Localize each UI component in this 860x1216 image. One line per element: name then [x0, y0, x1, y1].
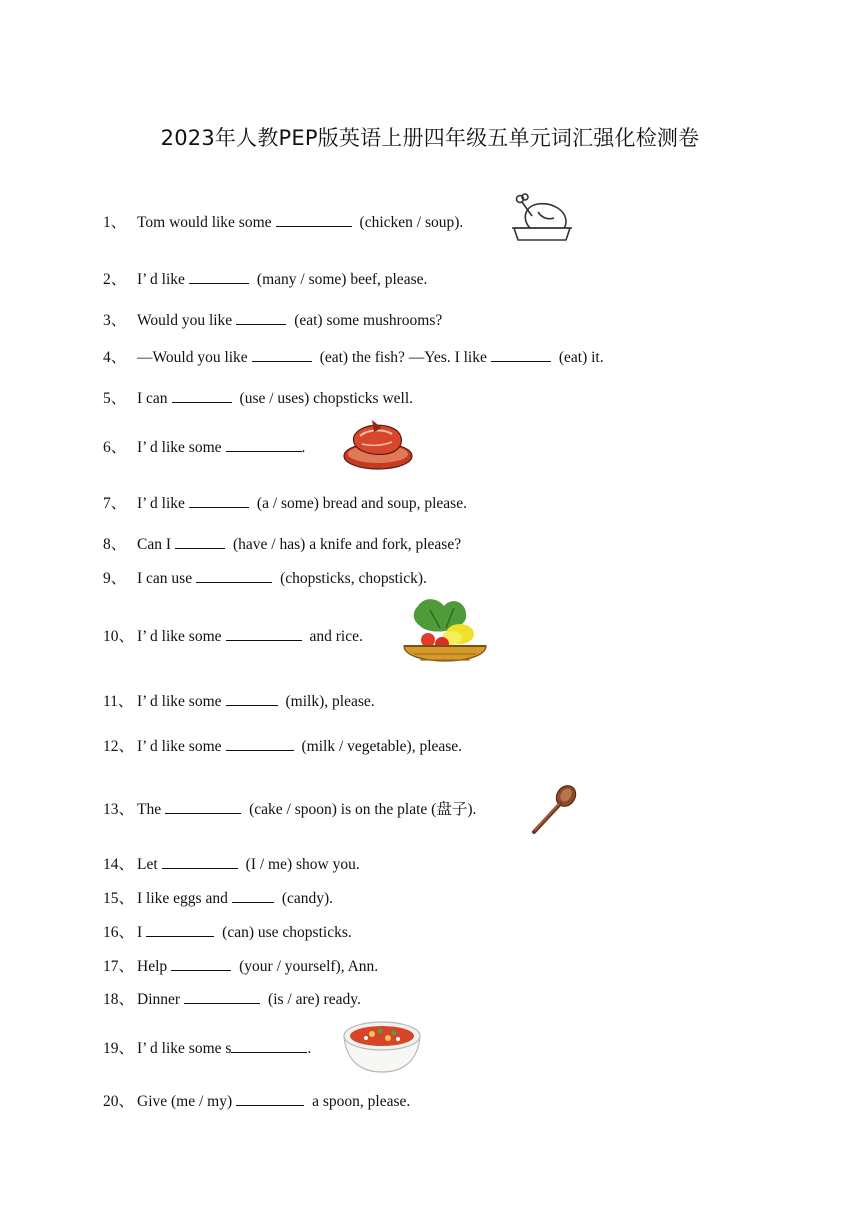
answer-blank[interactable] [226, 736, 294, 751]
vegetable-basket-icon [400, 596, 490, 672]
answer-blank[interactable] [184, 989, 260, 1004]
answer-blank[interactable] [276, 212, 352, 227]
roast-chicken-icon [508, 190, 574, 248]
question-17: 17、 Help (your / yourself), Ann. [103, 958, 379, 975]
answer-blank[interactable] [162, 854, 238, 869]
question-9: 9、 I can use (chopsticks, chopstick). [103, 570, 427, 587]
answer-blank[interactable] [146, 922, 214, 937]
answer-blank[interactable] [236, 310, 286, 325]
page-title: 2023年人教PEP版英语上册四年级五单元词汇强化检测卷 [160, 126, 700, 150]
question-20: 20、 Give (me / my) a spoon, please. [103, 1093, 411, 1110]
question-18: 18、 Dinner (is / are) ready. [103, 991, 361, 1008]
question-4: 4、 —Would you like (eat) the fish? —Yes. I like (eat) it. [103, 349, 604, 366]
question-2: 2、 I’ d like (many / some) beef, please. [103, 271, 428, 288]
answer-blank[interactable] [165, 799, 241, 814]
question-14: 14、 Let (I / me) show you. [103, 856, 360, 873]
question-10: 10、 I’ d like some and rice. [103, 628, 363, 645]
question-13: 13、 The (cake / spoon) is on the plate (盘子). [103, 801, 477, 818]
answer-blank[interactable] [231, 1038, 307, 1053]
question-7: 7、 I’ d like (a / some) bread and soup, please. [103, 495, 467, 512]
question-19: 19、 I’ d like some s . [103, 1040, 312, 1057]
answer-blank[interactable] [189, 493, 249, 508]
answer-blank[interactable] [172, 388, 232, 403]
beef-steak-icon [340, 418, 414, 472]
question-3: 3、 Would you like (eat) some mushrooms? [103, 312, 443, 329]
answer-blank[interactable] [171, 956, 231, 971]
question-5: 5、 I can (use / uses) chopsticks well. [103, 390, 414, 407]
spoon-icon [526, 782, 580, 838]
question-15: 15、 I like eggs and (candy). [103, 890, 334, 907]
soup-bowl-icon [342, 1018, 422, 1074]
question-8: 8、 Can I (have / has) a knife and fork, please? [103, 536, 462, 553]
answer-blank[interactable] [252, 347, 312, 362]
answer-blank[interactable] [232, 888, 274, 903]
question-11: 11、 I’ d like some (milk), please. [103, 693, 375, 710]
answer-blank[interactable] [226, 626, 302, 641]
answer-blank[interactable] [226, 691, 278, 706]
answer-blank[interactable] [236, 1091, 304, 1106]
answer-blank[interactable] [196, 568, 272, 583]
question-6: 6、 I’ d like some . [103, 439, 306, 456]
answer-blank[interactable] [226, 437, 302, 452]
question-1: 1、 Tom would like some (chicken / soup). [103, 214, 464, 231]
answer-blank[interactable] [189, 269, 249, 284]
question-12: 12、 I’ d like some (milk / vegetable), please. [103, 738, 463, 755]
answer-blank[interactable] [491, 347, 551, 362]
answer-blank[interactable] [175, 534, 225, 549]
question-16: 16、 I (can) use chopsticks. [103, 924, 352, 941]
